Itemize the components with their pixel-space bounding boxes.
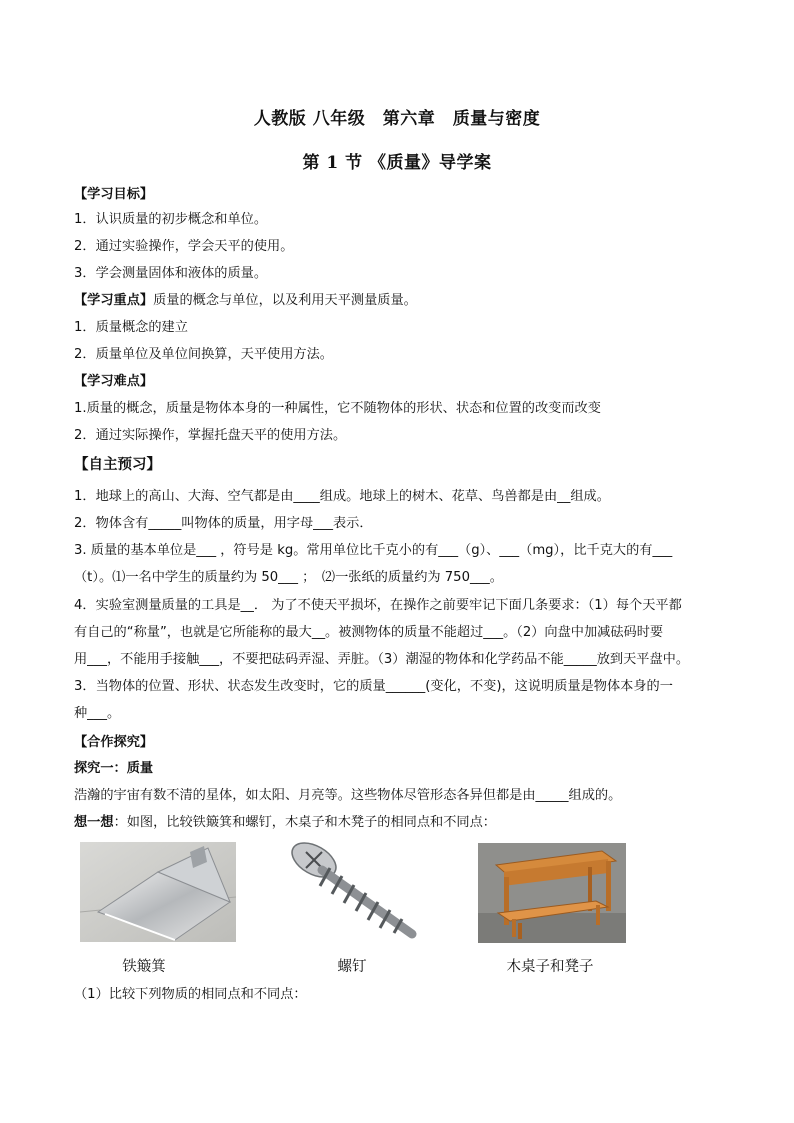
preview-q3: 3. 质量的基本单位是___ ，符号是 kg。常用单位比千克小的有___（g）、___（mg），比千克大的有___ xyxy=(74,543,673,558)
screw-image xyxy=(284,842,424,942)
inquiry-1-title: 探究一：质量 xyxy=(74,761,154,776)
think-row xyxy=(74,814,734,832)
preview-q4: 4．实验室测量质量的工具是__． 为了不使天平损坏，在操作之前要牢记下面几条要求：（1）每个天平都 xyxy=(74,598,682,613)
caption-dustpan: 铁簸箕 xyxy=(122,959,166,975)
think-label: 想一想 xyxy=(74,815,114,830)
preview-q4-cont2: 用___，不能用手接触___，不要把砝码弄湿、弄脏。（3）潮湿的物体和化学药品不能_____放到天平盘中。 xyxy=(74,652,690,667)
preview-q1: 1．地球上的高山、大海、空气都是由____组成。地球上的树木、花草、鸟兽都是由__组成。 xyxy=(74,489,610,504)
preview-q2: 2．物体含有_____叫物体的质量，用字母___表示． xyxy=(74,516,373,531)
heading-preview: 【自主预习】 xyxy=(74,457,161,473)
think-text: ：如图，比较铁簸箕和螺钉，木桌子和木凳子的相同点和不同点： xyxy=(113,815,496,830)
objective-3: 3．学会测量固体和液体的质量。 xyxy=(74,266,268,281)
heading-objectives: 【学习目标】 xyxy=(74,187,154,202)
heading-inquiry: 【合作探究】 xyxy=(74,735,154,750)
heading-key-points: 【学习重点】 xyxy=(74,293,154,308)
objective-2: 2．通过实验操作，学会天平的使用。 xyxy=(74,239,294,254)
dustpan-image xyxy=(80,842,236,942)
preview-q3-cont: （t）。⑴一名中学生的质量约为 50___ ； ⑵一张纸的质量约为 750___。 xyxy=(74,570,503,585)
section-title: 第 1 节 《质量》导学案 xyxy=(302,153,492,173)
key-points-row xyxy=(74,292,734,310)
difficulty-1: 1.质量的概念，质量是物体本身的一种属性，它不随物体的形状、状态和位置的改变而改变 xyxy=(74,401,601,416)
key-point-2: 2．质量单位及单位间换算，天平使用方法。 xyxy=(74,347,333,362)
preview-q5-cont: 种___。 xyxy=(74,706,121,721)
caption-screw: 螺钉 xyxy=(337,959,367,975)
key-points-text: 质量的概念与单位，以及利用天平测量质量。 xyxy=(153,293,417,308)
difficulty-2: 2．通过实际操作，掌握托盘天平的使用方法。 xyxy=(74,428,347,443)
desk-bench-image xyxy=(478,843,626,943)
preview-q5: 3．当物体的位置、形状、状态发生改变时，它的质量______(变化，不变)，这说明质量是物体本身的一 xyxy=(74,679,673,694)
heading-difficulties: 【学习难点】 xyxy=(74,374,154,389)
objective-1: 1．认识质量的初步概念和单位。 xyxy=(74,212,268,227)
compare-question: （1）比较下列物质的相同点和不同点： xyxy=(74,987,307,1002)
document-title: 人教版 八年级 第六章 质量与密度 xyxy=(253,109,541,129)
inquiry-1-text: 浩瀚的宇宙有数不清的星体，如太阳、月亮等。这些物体尽管形态各异但都是由_____组成的。 xyxy=(74,788,622,803)
caption-desk: 木桌子和凳子 xyxy=(506,959,594,975)
preview-q4-cont1: 有自己的“称量”，也就是它所能称的最大__。被测物体的质量不能超过___。（2）向盘中加减砝码时要 xyxy=(74,625,664,640)
key-point-1: 1．质量概念的建立 xyxy=(74,320,188,335)
